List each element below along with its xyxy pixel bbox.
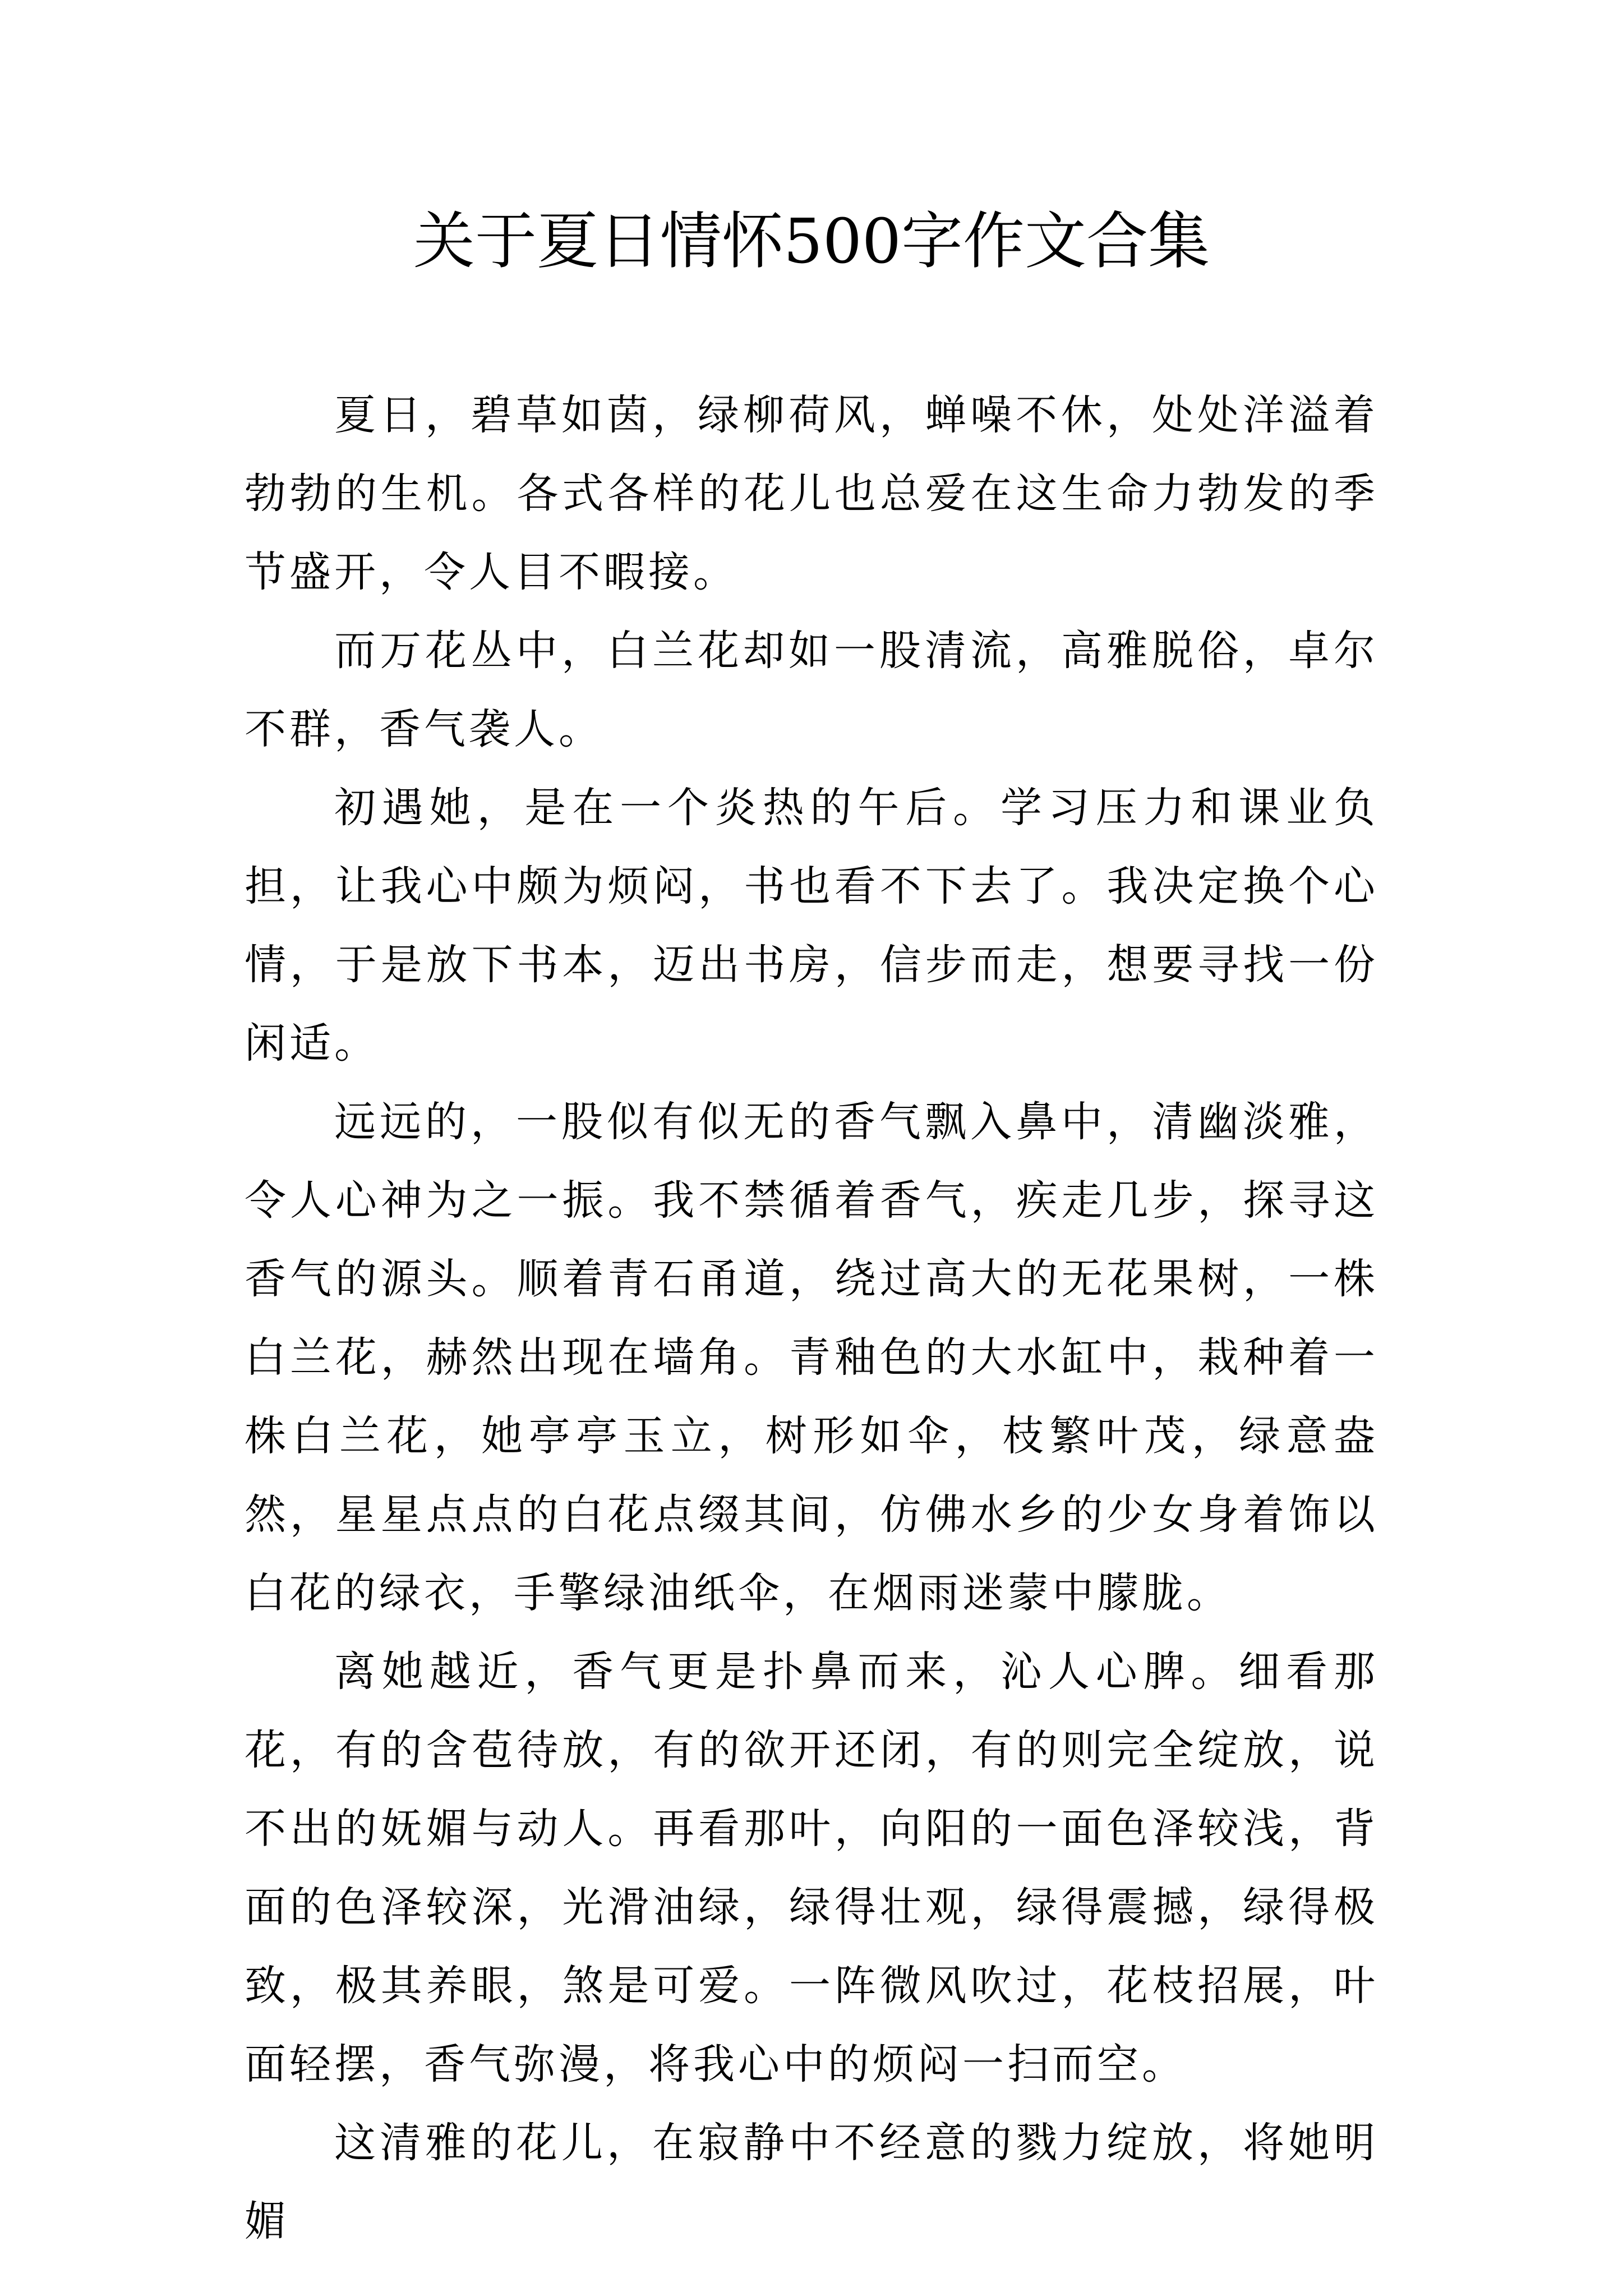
document-body (245, 376, 1378, 2261)
paragraph: 离她越近，香气更是扑鼻而来，沁人心脾。细看那花，有的含苞待放，有的欲开还闭，有的则完全绽放，说不出的妩媚与动人。再看那叶，向阳的一面色泽较浅，背面的色泽较深，光滑油绿，绿得壮观，绿得震撼，绿得极致，极其养眼，煞是可爱。一阵微风吹过，花枝招展，叶面轻摆，香气弥漫，将我心中的烦闷一扫而空。 (245, 1648, 1378, 2088)
paragraph: 初遇她，是在一个炎热的午后。学习压力和课业负担，让我心中颇为烦闷，书也看不下去了。我决定换个心情，于是放下书本，迈出书房，信步而走，想要寻找一份闲适。 (245, 784, 1378, 1068)
paragraph: 远远的，一股似有似无的香气飘入鼻中，清幽淡雅，令人心神为之一振。我不禁循着香气，疾走几步，探寻这香气的源头。顺着青石甬道，绕过高大的无花果树，一株白兰花，赫然出现在墙角。青釉色的大水缸中，栽种着一株白兰花，她亭亭玉立，树形如伞，枝繁叶茂，绿意盎然，星星点点的白花点缀其间，仿佛水乡的少女身着饰以白花的绿衣，手擎绿油纸伞，在烟雨迷蒙中朦胧。 (245, 1098, 1378, 1617)
document-title: 关于夏日情怀500字作文合集 (413, 205, 1210, 277)
paragraph: 这清雅的花儿，在寂静中不经意的戮力绽放，将她明媚 (245, 2119, 1378, 2246)
paragraph: 而万花丛中，白兰花却如一股清流，高雅脱俗，卓尔不群，香气袭人。 (245, 627, 1378, 753)
paragraph: 夏日，碧草如茵，绿柳荷风，蝉噪不休，处处洋溢着勃勃的生机。各式各样的花儿也总爱在这生命力勃发的季节盛开，令人目不暇接。 (245, 391, 1378, 596)
